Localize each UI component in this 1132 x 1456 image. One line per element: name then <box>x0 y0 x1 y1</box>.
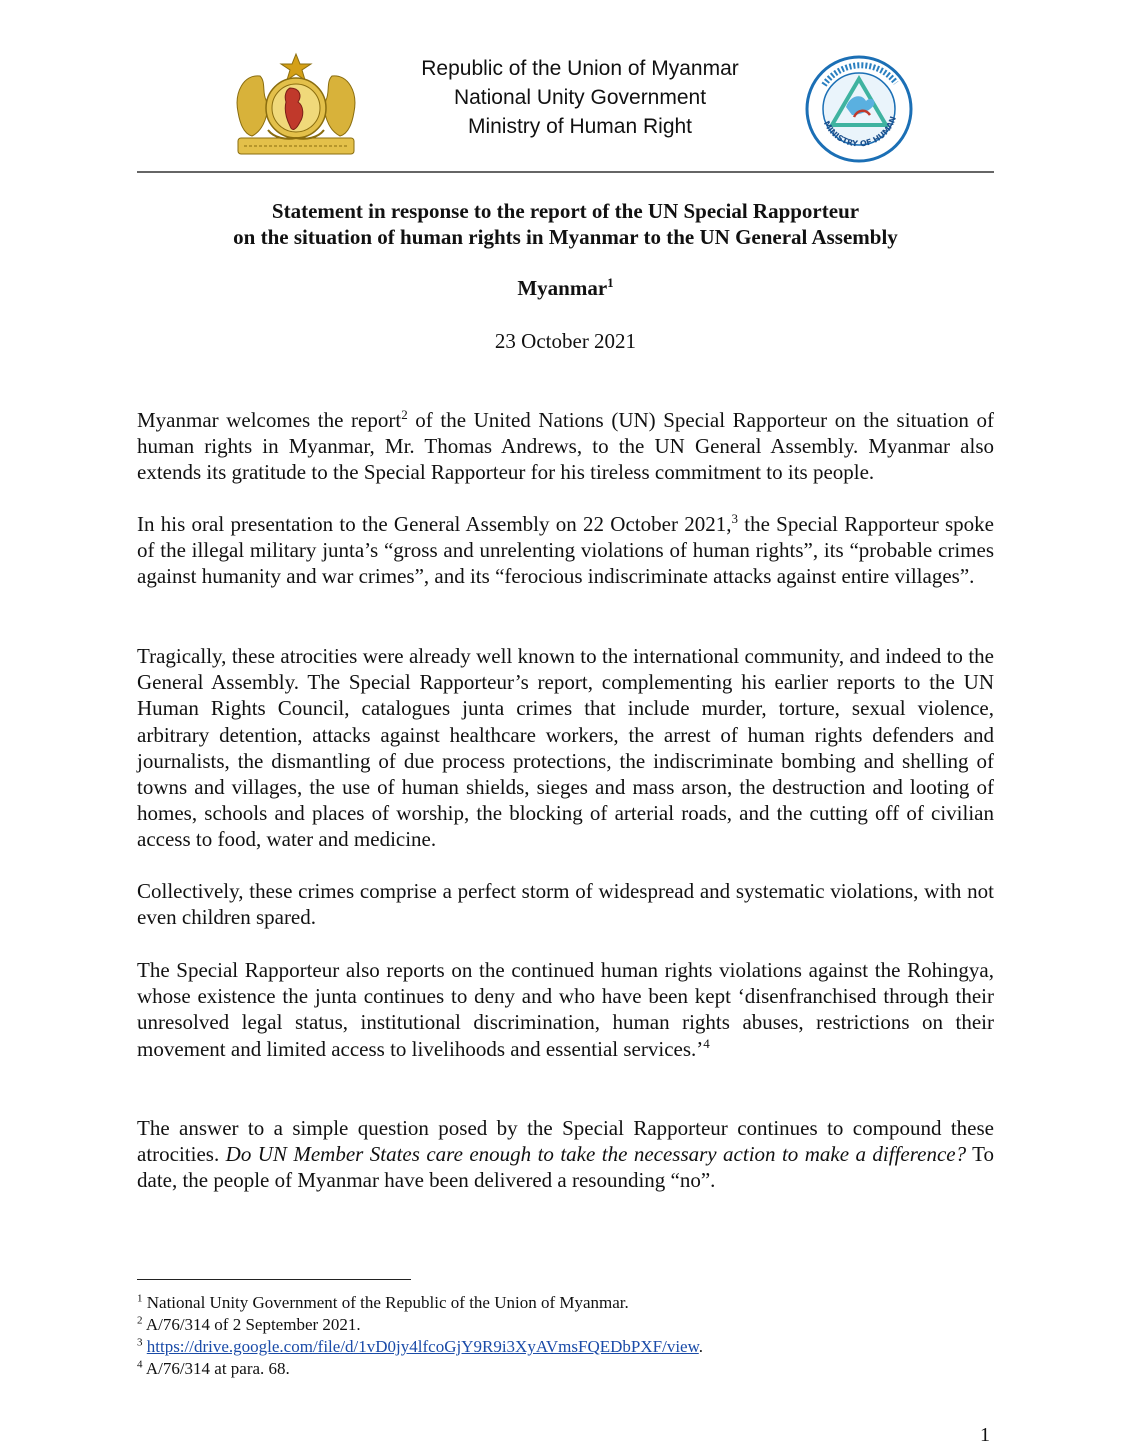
drive-link[interactable]: https://drive.google.com/file/d/1vD0jy4lfcoGjY9R9i3XyAVmsFQEDbPXF/view <box>146 1337 699 1356</box>
footnote-ref-1: 1 <box>607 275 614 290</box>
footnote-divider <box>137 1279 411 1280</box>
state-emblem-logo <box>230 52 362 160</box>
country-heading <box>137 276 994 301</box>
paragraph-6-question: Do UN Member States care enough to take the necessary action to make a difference? <box>225 1142 967 1167</box>
country-name: Myanmar <box>517 276 608 300</box>
footnote-ref-3: 3 <box>731 511 738 526</box>
title-line-1: Statement in response to the report of the UN Special Rapporteur <box>271 199 860 223</box>
paragraph-5 <box>137 957 994 1062</box>
statement-date: 23 October 2021 <box>494 329 637 353</box>
header-country-line: Republic of the Union of Myanmar <box>421 57 739 80</box>
paragraph-3: Tragically, these atrocities were already well known to the international community, and indeed to the General Assembly. The Special Rapporteur’s report, complementing his earlier reports to the UN Human Rights Council, catalogues junta crimes that include murder, torture, sexual violence, arbitrary detention, attacks against healthcare workers, the arrest of human rights defenders and journalists, the dismantling of due process protections, the indiscriminate bombing and shelling of towns and villages, the use of human shields, sieges and mass arson, the destruction and looting of homes, schools and places of worship, the blocking of arterial roads, and the cutting off of civilian access to food, water and medicine. <box>137 644 994 852</box>
footnote-number: 3 <box>137 1336 143 1349</box>
letterhead <box>380 54 780 141</box>
footnote-number: 4 <box>137 1358 143 1371</box>
footnote-text: A/76/314 at para. 68. <box>145 1359 290 1378</box>
header-government-line: National Unity Government <box>453 86 707 109</box>
footnote-4 <box>137 1358 994 1380</box>
footnote-number: 2 <box>137 1314 143 1327</box>
paragraph-4: Collectively, these crimes comprise a perfect storm of widespread and systematic violations, with not even children spared. <box>137 879 994 930</box>
page-number: 1 <box>980 1424 990 1446</box>
paragraph-6 <box>137 1115 994 1194</box>
paragraph-1-text-a: Myanmar welcomes the report <box>137 408 402 432</box>
paragraph-6-text-a: The answer to a simple question posed by the Special Rapporteur continues to compound these atrocities. <box>137 1116 994 1167</box>
header-ministry-line: Ministry of Human Right <box>467 115 693 138</box>
footnote-number: 1 <box>137 1292 143 1305</box>
footnote-3 <box>137 1336 994 1358</box>
paragraph-1 <box>137 407 994 486</box>
footnotes <box>137 1292 994 1380</box>
paragraph-6-text-b: To date, the people of Myanmar have been delivered a resounding “no”. <box>137 1142 995 1193</box>
footnote-1 <box>137 1292 994 1314</box>
footnote-punctuation: . <box>698 1337 704 1356</box>
paragraph-2-text-a: In his oral presentation to the General Assembly on 22 October 2021, <box>137 512 732 536</box>
paragraph-2-text-b: the Special Rapporteur spoke of the illegal military junta’s “gross and unrelenting violations of human rights”, its “probable crimes against humanity and war crimes”, and its “ferocious indiscriminate attacks against entire villages”. <box>137 512 994 589</box>
header-divider <box>137 171 994 173</box>
ministry-seal-logo <box>804 55 914 163</box>
seal-lettering: MINISTRY OF HUMAN <box>821 115 898 149</box>
document-title <box>137 198 994 250</box>
footnote-2 <box>137 1314 994 1336</box>
footnote-ref-4: 4 <box>703 1035 710 1051</box>
paragraph-5-text: The Special Rapporteur also reports on the continued human rights violations against the Rohingya, whose existence the junta continues to deny and who have been kept ‘disenfranchised through their unresolved legal status, institutional discrimination, human rights abuses, restrictions on their movement and limited access to livelihoods and essential services.’ <box>137 958 994 1061</box>
footnote-text: National Unity Government of the Republic of the Union of Myanmar. <box>146 1293 629 1312</box>
title-line-2: on the situation of human rights in Myanmar to the UN General Assembly <box>233 225 898 249</box>
footnote-ref-2: 2 <box>401 407 408 422</box>
paragraph-1-text-b: of the United Nations (UN) Special Rapporteur on the situation of human rights in Myanmar, Mr. Thomas Andrews, to the UN General Assembly. Myanmar also extends its gratitude to the Special Rapporteur for his tireless commitment to its people. <box>137 408 994 485</box>
paragraph-2 <box>137 511 994 590</box>
footnote-text: A/76/314 of 2 September 2021. <box>145 1315 361 1334</box>
